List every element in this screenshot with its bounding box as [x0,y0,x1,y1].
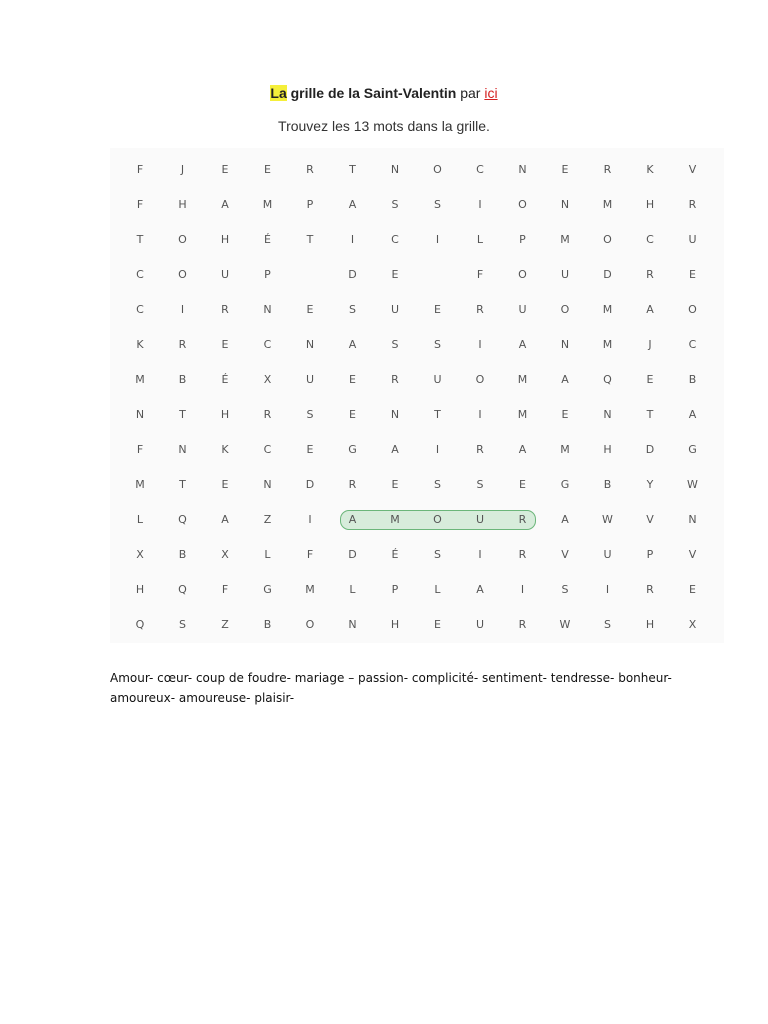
grid-letter[interactable]: E [221,338,229,351]
grid-letter[interactable]: Q [178,513,187,526]
grid-letter[interactable]: M [135,478,145,491]
grid-letter[interactable]: F [476,268,484,281]
grid-letter[interactable]: G [263,583,272,596]
grid-letter[interactable]: L [136,513,144,526]
grid-letter[interactable]: T [179,408,186,421]
grid-letter[interactable]: K [221,443,229,456]
grid-letter[interactable]: U [560,268,570,281]
grid-letter[interactable]: C [263,443,272,456]
grid-letter[interactable]: C [136,268,144,281]
grid-letter[interactable]: N [305,338,315,351]
grid-letter[interactable]: I [180,303,185,316]
word-list-line: Amour- cœur- coup de foudre- mariage – passion- complicité- sentiment- tendresse- bonheur- [110,671,672,685]
grid-letter[interactable]: U [305,373,315,386]
grid-letter[interactable]: M [560,233,570,246]
grid-letter[interactable]: E [561,408,569,421]
grid-letter[interactable]: A [348,338,357,351]
grid-letter[interactable]: O [518,198,527,211]
grid-letter[interactable]: N [348,618,357,631]
grid-letter[interactable]: L [476,233,484,246]
grid-letter[interactable]: S [434,478,441,491]
grid-letter[interactable]: O [433,513,442,526]
grid-letter[interactable]: E [221,478,229,491]
grid-letter[interactable]: E [391,268,399,281]
grid-letter[interactable]: B [688,373,697,386]
grid-letter[interactable]: I [478,338,482,351]
grid-letter[interactable]: E [689,583,696,596]
grid-letter[interactable]: W [602,513,613,526]
grid-letter[interactable]: N [135,408,145,421]
grid-letter[interactable]: O [518,268,527,281]
grid-letter[interactable]: R [603,163,612,176]
grid-letter[interactable]: T [179,478,186,491]
grid-letter[interactable] [295,265,325,285]
grid-letter[interactable]: T [136,233,144,246]
grid-letter[interactable]: I [478,408,482,421]
grid-letter[interactable]: S [434,338,441,351]
grid-letter[interactable]: I [435,233,440,246]
grid-letter[interactable]: A [348,513,357,526]
grid-letter[interactable]: T [434,408,441,421]
grid-letter[interactable]: W [687,478,698,491]
grid-letter[interactable]: E [306,443,314,456]
grid-letter[interactable]: V [688,163,697,176]
grid-letter[interactable]: M [305,583,315,596]
grid-letter[interactable]: R [476,303,484,316]
grid-letter[interactable]: U [603,548,612,561]
grid-letter[interactable]: R [518,548,527,561]
grid-letter[interactable]: I [435,443,440,456]
grid-letter[interactable]: R [221,303,229,316]
grid-letter[interactable]: C [263,338,272,351]
grid-letter[interactable]: H [220,233,230,246]
grid-letter[interactable]: S [179,618,186,631]
grid-letter[interactable]: W [559,618,571,631]
grid-letter[interactable]: X [263,373,272,386]
grid-letter[interactable]: D [348,268,357,281]
grid-letter[interactable]: G [688,443,697,456]
grid-letter[interactable]: U [433,373,442,386]
grid-letter[interactable]: A [476,583,484,596]
source-link[interactable]: ici [484,85,498,101]
grid-letter[interactable]: I [520,583,525,596]
grid-letter[interactable]: E [349,408,356,421]
grid-letter[interactable]: E [646,373,654,386]
grid-letter[interactable]: S [604,618,611,631]
grid-letter[interactable]: E [689,268,696,281]
grid-letter[interactable]: S [391,338,399,351]
grid-letter[interactable]: N [263,303,272,316]
grid-letter[interactable]: U [518,303,527,316]
grid-letter[interactable]: S [349,303,356,316]
grid-letter[interactable]: E [561,163,569,176]
word-search-grid [110,148,724,643]
grid-letter[interactable]: B [263,618,272,631]
grid-letter[interactable]: M [135,373,145,386]
grid-letter[interactable]: D [645,443,655,456]
grid-letter[interactable]: I [350,233,355,246]
grid-letter[interactable]: A [646,303,654,316]
page-title [0,85,768,101]
grid-letter[interactable]: R [476,443,484,456]
grid-letter[interactable]: P [646,548,654,561]
grid-letter[interactable]: O [688,303,697,316]
grid-letter[interactable]: X [221,548,229,561]
grid-letter[interactable]: A [221,198,229,211]
grid-letter[interactable]: J [648,338,652,351]
title-by: par [460,85,481,101]
grid-letter[interactable]: I [478,198,482,211]
grid-letter[interactable]: A [561,373,569,386]
grid-letter[interactable]: I [308,513,312,526]
grid-letter[interactable]: A [561,513,569,526]
grid-letter[interactable]: M [390,513,400,526]
grid-letter[interactable]: U [475,618,485,631]
grid-letter[interactable]: H [178,198,187,211]
grid-letter[interactable]: E [349,373,356,386]
grid-letter[interactable]: E [221,163,229,176]
grid-letter[interactable]: U [688,233,697,246]
instructions: Trouvez les 13 mots dans la grille. [278,118,490,134]
grid-letter[interactable]: A [688,408,697,421]
grid-letter[interactable]: Y [646,478,654,491]
grid-letter[interactable]: Q [135,618,145,631]
grid-letter[interactable]: E [306,303,314,316]
grid-letter[interactable]: É [264,233,271,246]
grid-letter[interactable]: O [178,268,187,281]
grid-letter[interactable]: R [348,478,357,491]
grid-letter[interactable]: O [305,618,315,631]
grid-letter[interactable]: B [603,478,612,491]
grid-letter[interactable]: R [518,513,527,526]
grid-letter[interactable]: X [688,618,697,631]
grid-letter[interactable]: S [434,198,441,211]
letter-grid [110,148,724,643]
grid-letter[interactable]: D [305,478,315,491]
grid-letter[interactable]: V [561,548,569,561]
grid-letter[interactable]: H [603,443,612,456]
grid-letter[interactable]: J [180,163,185,176]
grid-letter[interactable]: M [262,198,273,211]
grid-letter[interactable]: C [688,338,697,351]
grid-letter[interactable]: A [221,513,229,526]
grid-letter[interactable]: A [518,338,527,351]
grid-letter[interactable]: B [178,373,187,386]
grid-letter[interactable]: R [646,583,654,596]
grid-letter[interactable]: E [434,618,441,631]
grid-letter[interactable]: S [391,198,399,211]
grid-letter[interactable]: R [646,268,654,281]
grid-letter[interactable]: C [646,233,654,246]
grid-letter[interactable]: C [136,303,144,316]
grid-letter[interactable]: N [560,198,570,211]
grid-letter[interactable]: N [560,338,570,351]
grid-letter[interactable]: U [220,268,230,281]
grid-letter[interactable]: A [518,443,527,456]
grid-letter[interactable]: S [434,548,441,561]
grid-letter[interactable]: N [178,443,187,456]
grid-letter[interactable]: R [178,338,187,351]
grid-letter[interactable]: M [560,443,570,456]
grid-letter[interactable]: D [603,268,612,281]
grid-letter[interactable]: T [349,163,356,176]
grid-letter[interactable]: H [220,408,230,421]
grid-letter[interactable]: R [306,163,314,176]
grid-letter[interactable]: P [306,198,314,211]
grid-letter[interactable]: E [264,163,271,176]
grid-letter[interactable]: O [178,233,187,246]
grid-letter[interactable]: C [476,163,484,176]
grid-letter[interactable]: N [390,163,400,176]
grid-letter[interactable]: M [602,338,613,351]
grid-letter[interactable]: O [433,163,442,176]
grid-letter[interactable]: P [519,233,526,246]
grid-letter[interactable]: H [645,618,655,631]
grid-letter[interactable]: O [475,373,485,386]
grid-letter[interactable]: H [135,583,145,596]
grid-letter[interactable]: H [390,618,400,631]
grid-letter[interactable]: G [348,443,357,456]
grid-letter[interactable]: K [646,163,654,176]
grid-letter[interactable]: S [561,583,569,596]
title-highlight: La [270,85,287,101]
grid-letter[interactable]: F [136,443,144,456]
grid-letter[interactable]: B [178,548,187,561]
grid-letter[interactable]: L [434,583,441,596]
word-list [110,668,690,708]
grid-letter[interactable]: O [560,303,570,316]
grid-letter[interactable]: R [263,408,272,421]
grid-letter[interactable]: S [306,408,314,421]
grid-letter[interactable]: Z [221,618,229,631]
grid-letter[interactable]: U [475,513,485,526]
grid-letter[interactable]: M [602,303,613,316]
grid-letter[interactable]: M [517,408,528,421]
grid-letter[interactable]: P [391,583,399,596]
grid-letter[interactable]: Z [263,513,272,526]
grid-letter[interactable]: A [348,198,357,211]
grid-letter[interactable]: F [136,163,144,176]
grid-letter[interactable]: É [221,373,229,386]
grid-letter[interactable]: C [391,233,399,246]
grid-letter[interactable]: L [264,548,271,561]
grid-letter[interactable]: U [390,303,400,316]
title-main: grille de la Saint-Valentin [290,85,457,101]
grid-letter[interactable]: N [518,163,527,176]
grid-letter[interactable]: O [603,233,612,246]
grid-letter[interactable]: V [646,513,654,526]
grid-letter[interactable]: H [645,198,655,211]
grid-letter[interactable] [423,265,453,285]
grid-letter[interactable]: N [603,408,612,421]
grid-letter[interactable]: Q [178,583,187,596]
grid-letter[interactable]: T [306,233,314,246]
grid-letter[interactable]: E [434,303,441,316]
grid-letter[interactable]: I [478,548,482,561]
grid-letter[interactable]: É [391,548,399,561]
grid-letter[interactable]: P [264,268,271,281]
grid-letter[interactable]: M [602,198,613,211]
grid-letter[interactable]: T [646,408,654,421]
grid-letter[interactable]: M [517,373,528,386]
grid-letter[interactable]: Q [603,373,612,386]
grid-letter[interactable]: A [391,443,399,456]
grid-letter[interactable]: R [391,373,399,386]
grid-letter[interactable]: K [136,338,144,351]
grid-letter[interactable]: R [518,618,527,631]
word-list-line: amoureux- amoureuse- plaisir- [110,691,295,705]
grid-letter[interactable]: N [263,478,272,491]
grid-letter[interactable]: F [221,583,229,596]
grid-letter[interactable]: F [306,548,314,561]
grid-letter[interactable]: S [476,478,484,491]
grid-letter[interactable]: G [560,478,570,491]
grid-letter[interactable]: I [605,583,610,596]
grid-letter[interactable]: L [349,583,356,596]
grid-letter[interactable]: N [688,513,697,526]
grid-letter[interactable]: R [688,198,697,211]
grid-letter[interactable]: V [688,548,697,561]
grid-letter[interactable]: X [136,548,144,561]
grid-letter[interactable]: D [348,548,357,561]
grid-letter[interactable]: E [519,478,526,491]
grid-letter[interactable]: E [391,478,399,491]
grid-letter[interactable]: F [136,198,144,211]
grid-letter[interactable]: N [390,408,400,421]
